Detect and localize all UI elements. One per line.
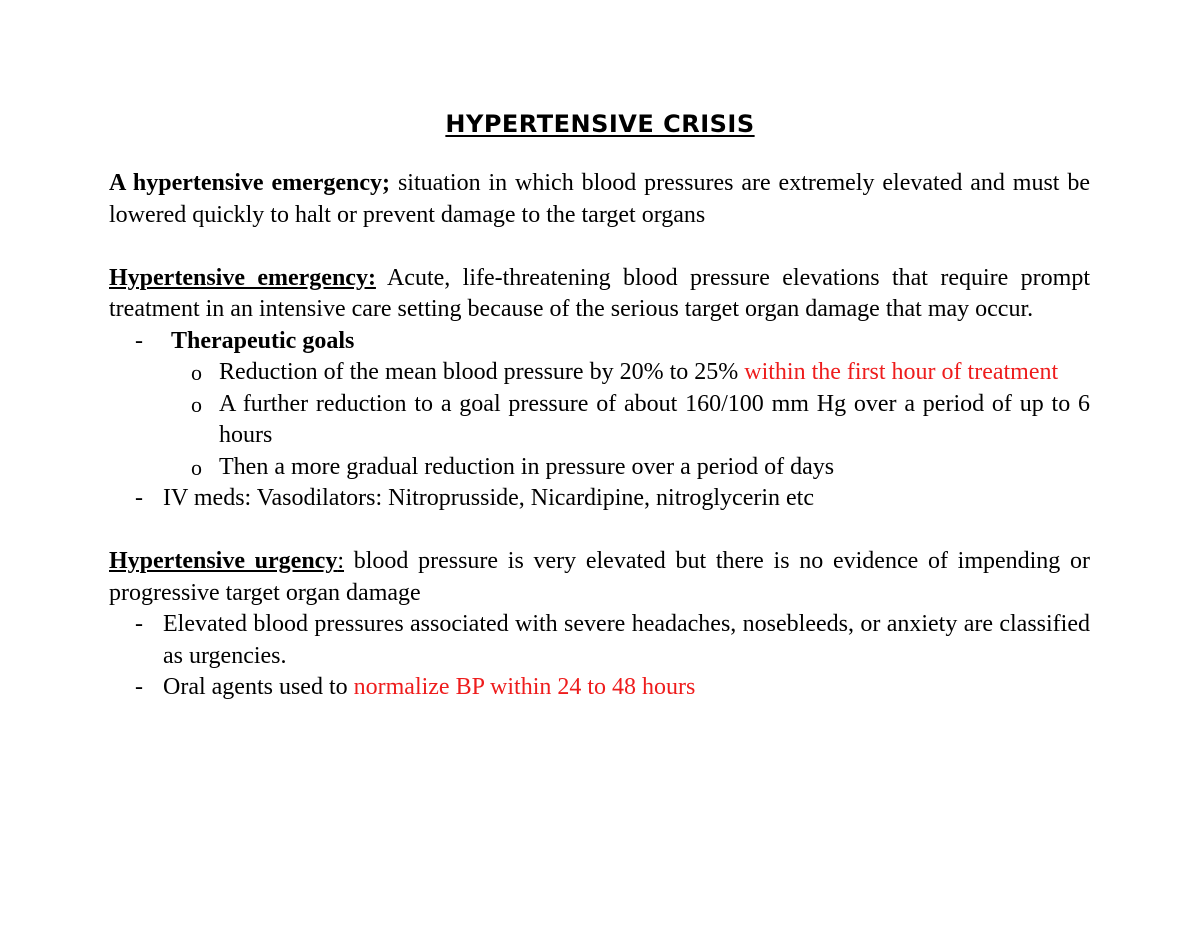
goal-3-text: Then a more gradual reduction in pressure over a period of days — [219, 453, 835, 480]
emergency-term: Hypertensive emergency: — [109, 264, 376, 291]
urgency-paragraph — [109, 546, 1090, 609]
circle-bullet-icon: o — [191, 360, 202, 385]
urgency-bullet-1 — [109, 609, 1090, 672]
paragraph-gap — [109, 231, 1090, 263]
urgency-term-suffix: : — [337, 548, 345, 574]
goal-item-2 — [109, 389, 1090, 452]
circle-bullet-icon: o — [191, 454, 202, 480]
emergency-paragraph — [109, 263, 1090, 326]
intro-term: A hypertensive emergency; — [109, 170, 391, 196]
circle-bullet-icon: o — [191, 391, 202, 417]
document-body — [109, 168, 1090, 704]
urgency-bullet-2-highlight: normalize BP within 24 to 48 hours — [353, 674, 696, 700]
page-title: HYPERTENSIVE CRISIS — [445, 110, 755, 138]
urgency-bullet-2-text: Oral agents used to — [163, 674, 354, 700]
iv-meds-item — [109, 483, 1090, 515]
goals-heading-item — [109, 326, 1090, 358]
dash-marker: - — [135, 327, 143, 354]
emergency-text: Acute, life-threatening blood pressure elevations that require prompt treatment in an intensive care setting because of the serious target organ damage that may occur. — [109, 264, 1090, 322]
intro-paragraph — [109, 168, 1090, 231]
urgency-bullet-2 — [109, 672, 1090, 704]
paragraph-gap — [109, 515, 1090, 547]
dash-marker: - — [135, 611, 143, 637]
iv-meds-text: IV meds: Vasodilators: Nitroprusside, Nicardipine, nitroglycerin etc — [163, 485, 814, 511]
goals-heading: Therapeutic goals — [171, 327, 355, 354]
goal-1-highlight: within the first hour of treatment — [744, 359, 1059, 385]
intro-text: situation in which blood pressures are extremely elevated and must be lowered quickly to halt or prevent damage to the target organs — [109, 170, 1090, 228]
goal-item-1 — [109, 357, 1090, 389]
goal-1-text: Reduction of the mean blood pressure by 20% to 25% — [219, 359, 745, 385]
urgency-term: Hypertensive urgency — [109, 548, 338, 574]
goal-2-text: A further reduction to a goal pressure of about 160/100 mm Hg over a period of up to 6 hours — [219, 390, 1090, 448]
dash-marker: - — [135, 485, 143, 511]
urgency-text: blood pressure is very elevated but there is no evidence of impending or progressive target organ damage — [109, 548, 1091, 606]
urgency-bullet-1-text: Elevated blood pressures associated with severe headaches, nosebleeds, or anxiety are classified as urgencies. — [163, 611, 1090, 669]
goal-item-3 — [109, 452, 1090, 484]
dash-marker: - — [135, 674, 143, 700]
